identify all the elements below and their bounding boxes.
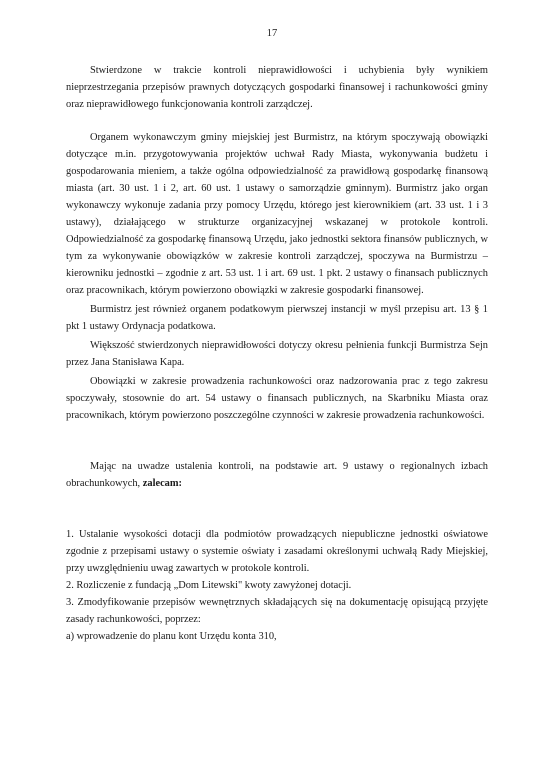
paragraph-findings: Stwierdzone w trakcie kontroli nieprawidłowości i uchybienia były wynikiem nieprzestrzegania przepisów prawnych dotyczących gospodarki finansowej i rachunkowości gminy oraz nieprawidłowego funkcjonowania kontroli zarządczej.	[66, 65, 488, 110]
document-body	[66, 62, 488, 645]
recommendation-item: 2. Rozliczenie z fundacją „Dom Litewski" kwoty zawyżonej dotacji.	[66, 580, 352, 591]
recommendations-intro-text: Mając na uwadze ustalenia kontroli, na podstawie art. 9 ustawy o regionalnych izbach obrachunkowych,	[66, 461, 488, 489]
paragraph-period: Większość stwierdzonych nieprawidłowości dotyczy okresu pełnienia funkcji Burmistrza Sejn przez Jana Stanisława Kapa.	[66, 340, 488, 368]
recommendations-intro	[66, 458, 488, 492]
paragraph-burmistrz-responsibility: Organem wykonawczym gminy miejskiej jest Burmistrz, na którym spoczywają obowiązki dotyczące m.in. przygotowywania projektów uchwał Rady Miasta, wykonywania budżetu i gospodarowania mieniem, a także ogólna odpowiedzialność za prawidłową gospodarkę finansową miasta (art. 30 ust. 1 i 2, art. 60 ust. 1 ustawy o samorządzie gminnym). Burmistrz jako organ wykonawczy wykonuje zadania przy pomocy Urzędu, którego jest kierownikiem (art. 33 ust. 1 i 3 ustawy), działającego w strukturze organizacyjnej wskazanej w protokole kontroli. Odpowiedzialność za gospodarkę finansową Urzędu, jako jednostki sektora finansów publicznych, w tym za wykonywanie obowiązków w zakresie kontroli zarządczej, spoczywa na Burmistrzu – kierowniku jednostki – zgodnie z art. 53 ust. 1 i art. 69 ust. 1 pkt. 2 ustawy o finansach publicznych oraz pracownikach, którym powierzono obowiązki w zakresie gospodarki finansowej.	[66, 132, 488, 296]
recommendation-item: 1. Ustalanie wysokości dotacji dla podmiotów prowadzących niepubliczne jednostki oświatowe zgodnie z przepisami ustawy o systemie oświaty i zasadami określonymi uchwałą Rady Miejskiej, przy uwzględnieniu uwag zawartych w protokole kontroli.	[66, 529, 488, 574]
paragraph-accounting-duties: Obowiązki w zakresie prowadzenia rachunkowości oraz nadzorowania prac z tego zakresu spoczywały, stosownie do art. 54 ustawy o finansach publicznych, na Skarbniku Miasta oraz pracownikach, którym powierzono poszczególne czynności w zakresie prowadzenia rachunkowości.	[66, 376, 488, 421]
page-number: 17	[266, 28, 278, 39]
paragraph-tax-authority: Burmistrz jest również organem podatkowym pierwszej instancji w myśl przepisu art. 13 § 1 pkt 1 ustawy Ordynacja podatkowa.	[66, 304, 488, 332]
recommendation-subitem: a) wprowadzenie do planu kont Urzędu konta 310,	[66, 631, 277, 642]
recommendation-item: 3. Zmodyfikowanie przepisów wewnętrznych składających się na dokumentację opisującą przyjęte zasady rachunkowości, poprzez:	[66, 597, 488, 625]
recommendations-intro-emphasis: zalecam:	[142, 478, 182, 489]
